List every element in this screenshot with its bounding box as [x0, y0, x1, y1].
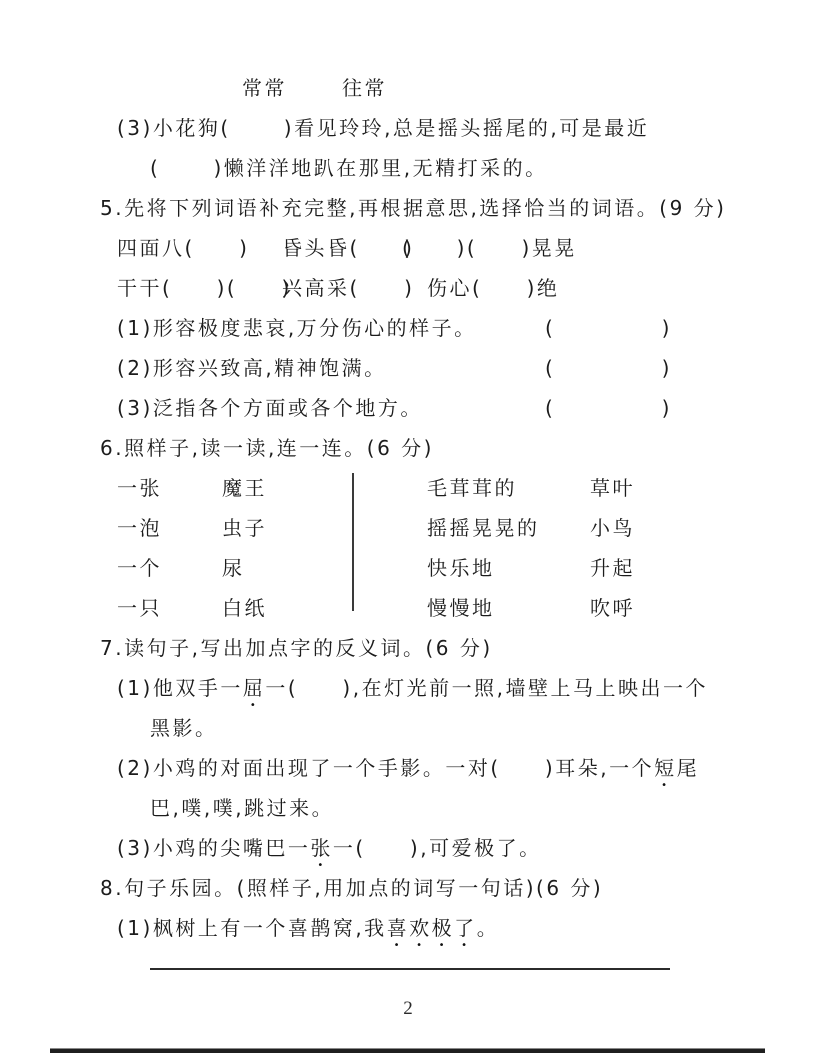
q6-noun: 尿: [222, 556, 245, 580]
q7-item2-line2: 巴,噗,噗,跳过来。: [150, 796, 335, 820]
sentence-segment: 尾: [676, 756, 700, 780]
q6-measure-word: 一只: [117, 596, 162, 620]
q5-item-answer-parens: ( ): [545, 396, 672, 420]
q7-title: 7.读句子,写出加点字的反义词。(6 分): [100, 636, 493, 660]
dotted-characters: 喜欢极了: [386, 916, 477, 940]
q6-noun: 白纸: [222, 596, 267, 620]
q6-target: 草叶: [590, 476, 635, 500]
word-bank: [0, 68, 816, 108]
q5-fill-cell: ( )( )晃晃: [402, 236, 577, 260]
dotted-character: 张: [310, 836, 333, 860]
q6-noun: 魔王: [222, 476, 267, 500]
q5-item-1: [0, 308, 816, 348]
q6-row-1: [0, 468, 816, 508]
sentence-segment: (1)枫树上有一个喜鹊窝,我: [117, 916, 387, 940]
q8-title: 8.句子乐园。(照样子,用加点的词写一句话)(6 分): [100, 876, 604, 900]
q5-title: 5.先将下列词语补充完整,再根据意思,选择恰当的词语。(9 分): [100, 196, 727, 220]
q5-fill-row-2: [0, 268, 816, 308]
dotted-character: 短: [654, 756, 677, 780]
q5-item-text: (3)泛指各个方面或各个地方。: [117, 396, 423, 420]
q5-fill-cell: 伤心( )绝: [427, 276, 560, 300]
q7-item1-line2: 黑影。: [150, 716, 218, 740]
sentence-segment: 一( ),在灯光前一照,墙壁上马上映出一个: [265, 676, 708, 700]
sentence-segment: (1)他双手一: [117, 676, 243, 700]
q5-fill-cell: 四面八( ): [117, 236, 250, 260]
q5-item-answer-parens: ( ): [545, 356, 672, 380]
q5-item-3: [0, 388, 816, 428]
q7-item2-line1: [0, 748, 816, 788]
q6-column-divider: [352, 473, 354, 611]
q6-row-2: [0, 508, 816, 548]
sentence-segment: 一( ),可爱极了。: [332, 836, 542, 860]
q6-target: 小鸟: [590, 516, 635, 540]
q8-item1: [0, 908, 816, 948]
q6-phrase: 快乐地: [427, 556, 495, 580]
q6-target: 升起: [590, 556, 635, 580]
q4-item3-line1: (3)小花狗( )看见玲玲,总是摇头摇尾的,可是最近: [117, 116, 650, 140]
answer-writing-line: [150, 968, 670, 970]
q6-measure-word: 一个: [117, 556, 162, 580]
q5-fill-row-1: [0, 228, 816, 268]
q6-title: 6.照样子,读一读,连一连。(6 分): [100, 436, 434, 460]
q5-item-2: [0, 348, 816, 388]
q7-item1-line1: [0, 668, 816, 708]
q7-item3-line1: [0, 828, 816, 868]
page-number: 2: [403, 998, 413, 1019]
word-bank-word-1: 常常: [242, 76, 287, 100]
q6-phrase: 毛茸茸的: [427, 476, 517, 500]
q5-item-text: (1)形容极度悲哀,万分伤心的样子。: [117, 316, 477, 340]
q6-phrase: 慢慢地: [427, 596, 495, 620]
dotted-character: 屈: [242, 676, 266, 700]
q6-row-3: [0, 548, 816, 588]
q6-noun: 虫子: [222, 516, 267, 540]
q6-measure-word: 一张: [117, 476, 162, 500]
q4-item3-line2: ( )懒洋洋地趴在那里,无精打采的。: [150, 156, 548, 180]
page-bottom-edge: [50, 1048, 765, 1053]
q5-item-answer-parens: ( ): [545, 316, 672, 340]
q5-fill-cell: 兴高采( ): [282, 276, 415, 300]
q5-item-text: (2)形容兴致高,精神饱满。: [117, 356, 387, 380]
q6-row-4: [0, 588, 816, 628]
q6-measure-word: 一泡: [117, 516, 162, 540]
sentence-segment: (2)小鸡的对面出现了一个手影。一对( )耳朵,一个: [117, 756, 655, 780]
sentence-segment: (3)小鸡的尖嘴巴一: [117, 836, 311, 860]
q5-fill-cell: 昏头昏( ): [282, 236, 415, 260]
sentence-segment: 。: [476, 916, 500, 940]
q6-target: 吹呼: [590, 596, 635, 620]
word-bank-word-2: 往常: [342, 76, 387, 100]
q5-fill-cell: 干干( )( ): [117, 276, 292, 300]
page-content: [0, 68, 816, 1019]
q6-phrase: 摇摇晃晃的: [427, 516, 540, 540]
